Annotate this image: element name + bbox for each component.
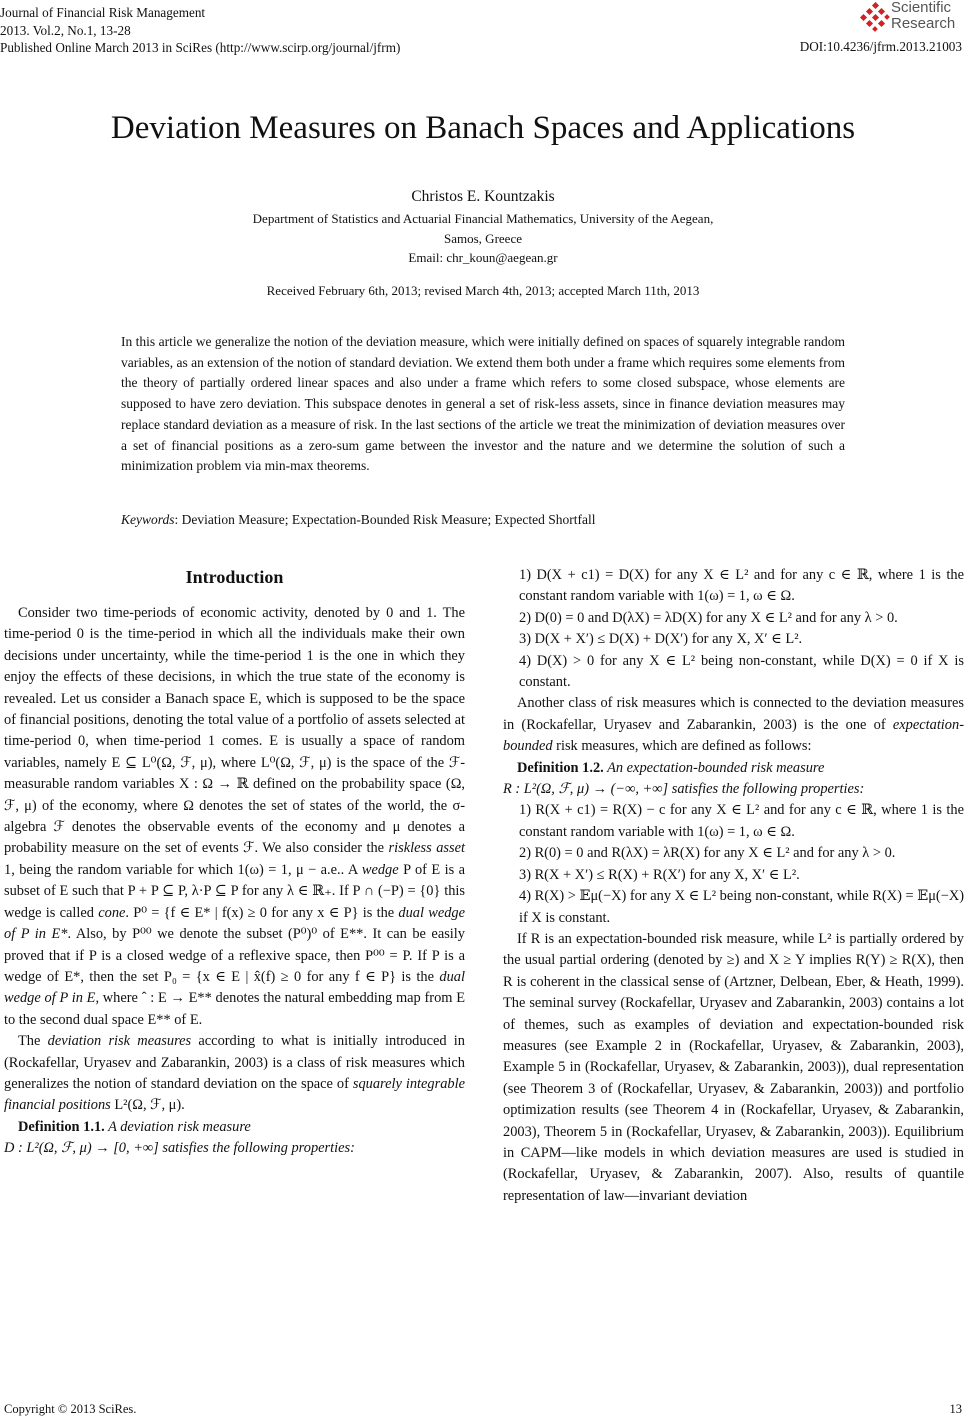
logo-line1: Scientific	[891, 0, 952, 16]
definition-satisfies: satisfies the following properties:	[158, 1140, 355, 1157]
eb-text-1: Another class of risk measures which is connected to the deviation measures in (Rockafellar, Uryasev and Zabarankin, 2003) is the one of	[503, 695, 964, 733]
definition-label: Definition 1.1.	[18, 1118, 105, 1135]
abstract: In this article we generalize the notion of the deviation measure, which were initially defined on spaces of squarely integrable random variables, as an extension of the notion of standard deviation. We extend them both under a frame which requires some elements from the theory of partially ordered linear spaces and also under a frame which refers to some closed subspace, whose elements are supposed to have zero deviation. This subspace denotes in general a set of risk-less assets, since in finance deviation measures may replace standard deviation as a measure of risk. In the last sections of the article we treat the minimization of deviation measures over a set of financial positions as a zero-sum game between the investor and the nature and we determine the solution of such a minimization problem via min-max theorems.	[121, 334, 845, 474]
email: Email: chr_koun@aegean.gr	[408, 250, 558, 265]
intro-text-1: Consider two time-periods of economic activity, denoted by 0 and 1. The time-period 0 is the time-period in which all the individuals make their own decisions under uncertainty, while the time-period 1 is the one in which they enjoy the effects of these decisions, in which the true state of the economy is revealed. Let us consider a Banach space E, which is supposed to be the space of financial positions, denoting the total value of a portfolio of assets selected at time-period 0, when time-period 1 comes. E is usually a space of random variables, namely E ⊆ L⁰(Ω, ℱ, μ), where L⁰(Ω, ℱ, μ) is the space of the ℱ-measurable random variables X : Ω → ℝ defined on the probability space (Ω, ℱ, μ) of the economy, where Ω denotes the set of states of the world, the σ-algebra ℱ denotes the observable events of the economy and μ denotes a probability measure on the set of events ℱ. We also consider the	[4, 605, 465, 857]
keywords	[121, 512, 845, 528]
intro-text-6: , where ˆ : E → E** denotes the natural embedding map from E to the second dual space E** of E.	[4, 990, 465, 1028]
definition-1-2-map	[503, 779, 964, 800]
term-riskless-asset: riskless asset	[388, 840, 465, 857]
term-cone: cone	[98, 904, 126, 921]
term-wedge: wedge	[361, 861, 399, 878]
term-dual-wedge-2: dual wedge of P in E	[4, 968, 465, 1007]
author: Christos E. Kountzakis	[411, 188, 555, 205]
doi: DOI:10.4236/jfrm.2013.21003	[799, 39, 962, 54]
term-deviation-risk-measures: deviation risk measures	[47, 1033, 192, 1050]
keywords-label: Keywords	[121, 512, 175, 527]
page-number: 13	[949, 1402, 962, 1416]
property-d1: 1) D(X + c1) = D(X) for any X ∈ L² and for any c ∈ ℝ, where 1 is the constant random variable with 1(ω) = 1, ω ∈ Ω.	[519, 567, 964, 605]
deviation-paragraph	[4, 1031, 465, 1117]
definition-2-map: R : L²(Ω, ℱ, μ) → (−∞, +∞]	[503, 781, 669, 798]
intro-text-3: P of E is a subset of E such that P + P ⊆ P, λ·P ⊆ P for any λ ∈ ℝ₊. If P ∩ (−P) = {0} this wedge is called	[4, 861, 465, 921]
definition-text: A deviation risk measure	[104, 1118, 251, 1135]
property-r3: 3) R(X + X′) ≤ R(X) + R(X′) for any X, X′ ∈ L².	[519, 866, 800, 883]
term-expectation-bounded: expectation-bounded	[503, 716, 964, 755]
property-r2: 2) R(0) = 0 and R(λX) = λR(X) for any X ∈ L² and for any λ > 0.	[519, 845, 896, 862]
journal-header	[0, 4, 400, 57]
property-d2: 2) D(0) = 0 and D(λX) = λD(X) for any X ∈ L² and for any λ > 0.	[519, 609, 898, 626]
definition-2-text: An expectation-bounded risk measure	[603, 759, 825, 776]
intro-text-4: . P⁰ = {f ∈ E* | f(x) ≥ 0 for any x ∈ P} is the	[125, 904, 399, 921]
intro-text-5: . Also, by P⁰⁰ we denote the subset (P⁰)⁰ of E**. It can be easily proved that if P is a closed wedge of a reflexive space, then P⁰⁰ = P. If P is a wedge of E*, then the set P₀ = {x ∈ E | x̂(f) ≥ 0 for any f ∈ P} is the	[4, 926, 465, 985]
keywords-list: : Deviation Measure; Expectation-Bounded Risk Measure; Expected Shortfall	[174, 512, 596, 527]
section-heading: Introduction	[185, 567, 284, 587]
coherence-paragraph: If R is an expectation-bounded risk measure, while L² is partially ordered by the usual partial ordering (denoted by ≥) and X ≥ Y implies R(Y) ≥ R(X), then R is coherent in the classical sense of (Artzner, Delbean, Eber, & Heath, 1999). The seminal survey (Rockafellar, Uryasev and Zabarankin, 2003) contains a lot of themes, such as examples of deviation and expectation-bounded risk measures (see Example 2 in (Rockafellar, Uryasev, & Zabarankin, 2003), Example 5 in (Rockafellar, Uryasev, & Zabarankin, 2003)), dual representation (see Theorem 3 of (Rockafellar, Uryasev, & Zabarankin, 2003)) and portfolio optimization results (see Theorem 4 in (Rockafellar, Uryasev, & Zabarankin, 2003), Theorem 5 in (Rockafellar, Uryasev, & Zabarankin, 2003)). Equilibrium in CAPM—like models in which deviation measures are used is studied in (Rockafellar, Uryasev, & Zabarankin, 2007). Also, results of quantile representation of law—invariant deviation	[503, 930, 964, 1204]
journal-published: Published Online March 2013 in SciRes (http://www.scirp.org/journal/jfrm)	[0, 40, 401, 55]
definition-1-1	[4, 1117, 465, 1138]
property-d3: 3) D(X + X′) ≤ D(X) + D(X′) for any X, X′ ∈ L².	[519, 631, 803, 648]
affiliation-line2: Samos, Greece	[444, 230, 522, 246]
term-squarely-integrable: squarely integrable financial positions	[4, 1075, 465, 1114]
eb-text-2: risk measures, which are defined as follows:	[552, 738, 812, 755]
intro-paragraph	[4, 603, 465, 1031]
definition-2-satisfies: satisfies the following properties:	[668, 781, 865, 798]
property-r1: 1) R(X + c1) = R(X) − c for any X ∈ L² and for any c ∈ ℝ, where 1 is the constant random variable with 1(ω) = 1, ω ∈ Ω.	[519, 802, 964, 840]
right-column	[503, 565, 964, 1207]
definition-map: D : L²(Ω, ℱ, μ) → [0, +∞]	[4, 1140, 159, 1157]
expectation-bounded-paragraph	[503, 693, 964, 757]
definition-1-1-map	[4, 1138, 465, 1159]
paper-title: Deviation Measures on Banach Spaces and Applications	[110, 110, 856, 146]
term-dual-wedge: dual wedge of P in E*	[4, 904, 465, 943]
scientific-research-logo-icon	[860, 2, 890, 32]
definition-1-2	[503, 758, 964, 779]
logo-line2: Research	[891, 15, 956, 32]
property-r4: 4) R(X) > 𝔼μ(−X) for any X ∈ L² being non-constant, while R(X) = 𝔼μ(−X) if X is constant.	[519, 888, 964, 926]
property-d4: 4) D(X) > 0 for any X ∈ L² being non-constant, while D(X) = 0 if X is constant.	[519, 652, 964, 691]
journal-name: Journal of Financial Risk Management	[0, 5, 206, 20]
dev-text-3: L²(Ω, ℱ, μ).	[110, 1097, 185, 1114]
affiliation-line1: Department of Statistics and Actuarial Financial Mathematics, University of the Aegean,	[252, 211, 714, 226]
affiliation	[0, 209, 966, 268]
publisher-logo	[860, 0, 960, 34]
copyright: Copyright © 2013 SciRes.	[4, 1402, 137, 1416]
logo-text	[891, 0, 955, 32]
left-column	[4, 565, 465, 1160]
definition-2-label: Definition 1.2.	[517, 759, 604, 776]
journal-volume: 2013. Vol.2, No.1, 13-28	[0, 22, 131, 38]
intro-text-2: 1, being the random variable for which 1(ω) = 1, μ − a.e.. A	[4, 861, 362, 878]
received-dates: Received February 6th, 2013; revised March 4th, 2013; accepted March 11th, 2013	[266, 283, 700, 298]
dev-text-1: The	[18, 1033, 48, 1050]
dev-text-2: according to what is initially introduced in (Rockafellar, Uryasev and Zabarankin, 2003) is a class of risk measures which generalizes the notion of standard deviation on the space of	[4, 1033, 465, 1092]
